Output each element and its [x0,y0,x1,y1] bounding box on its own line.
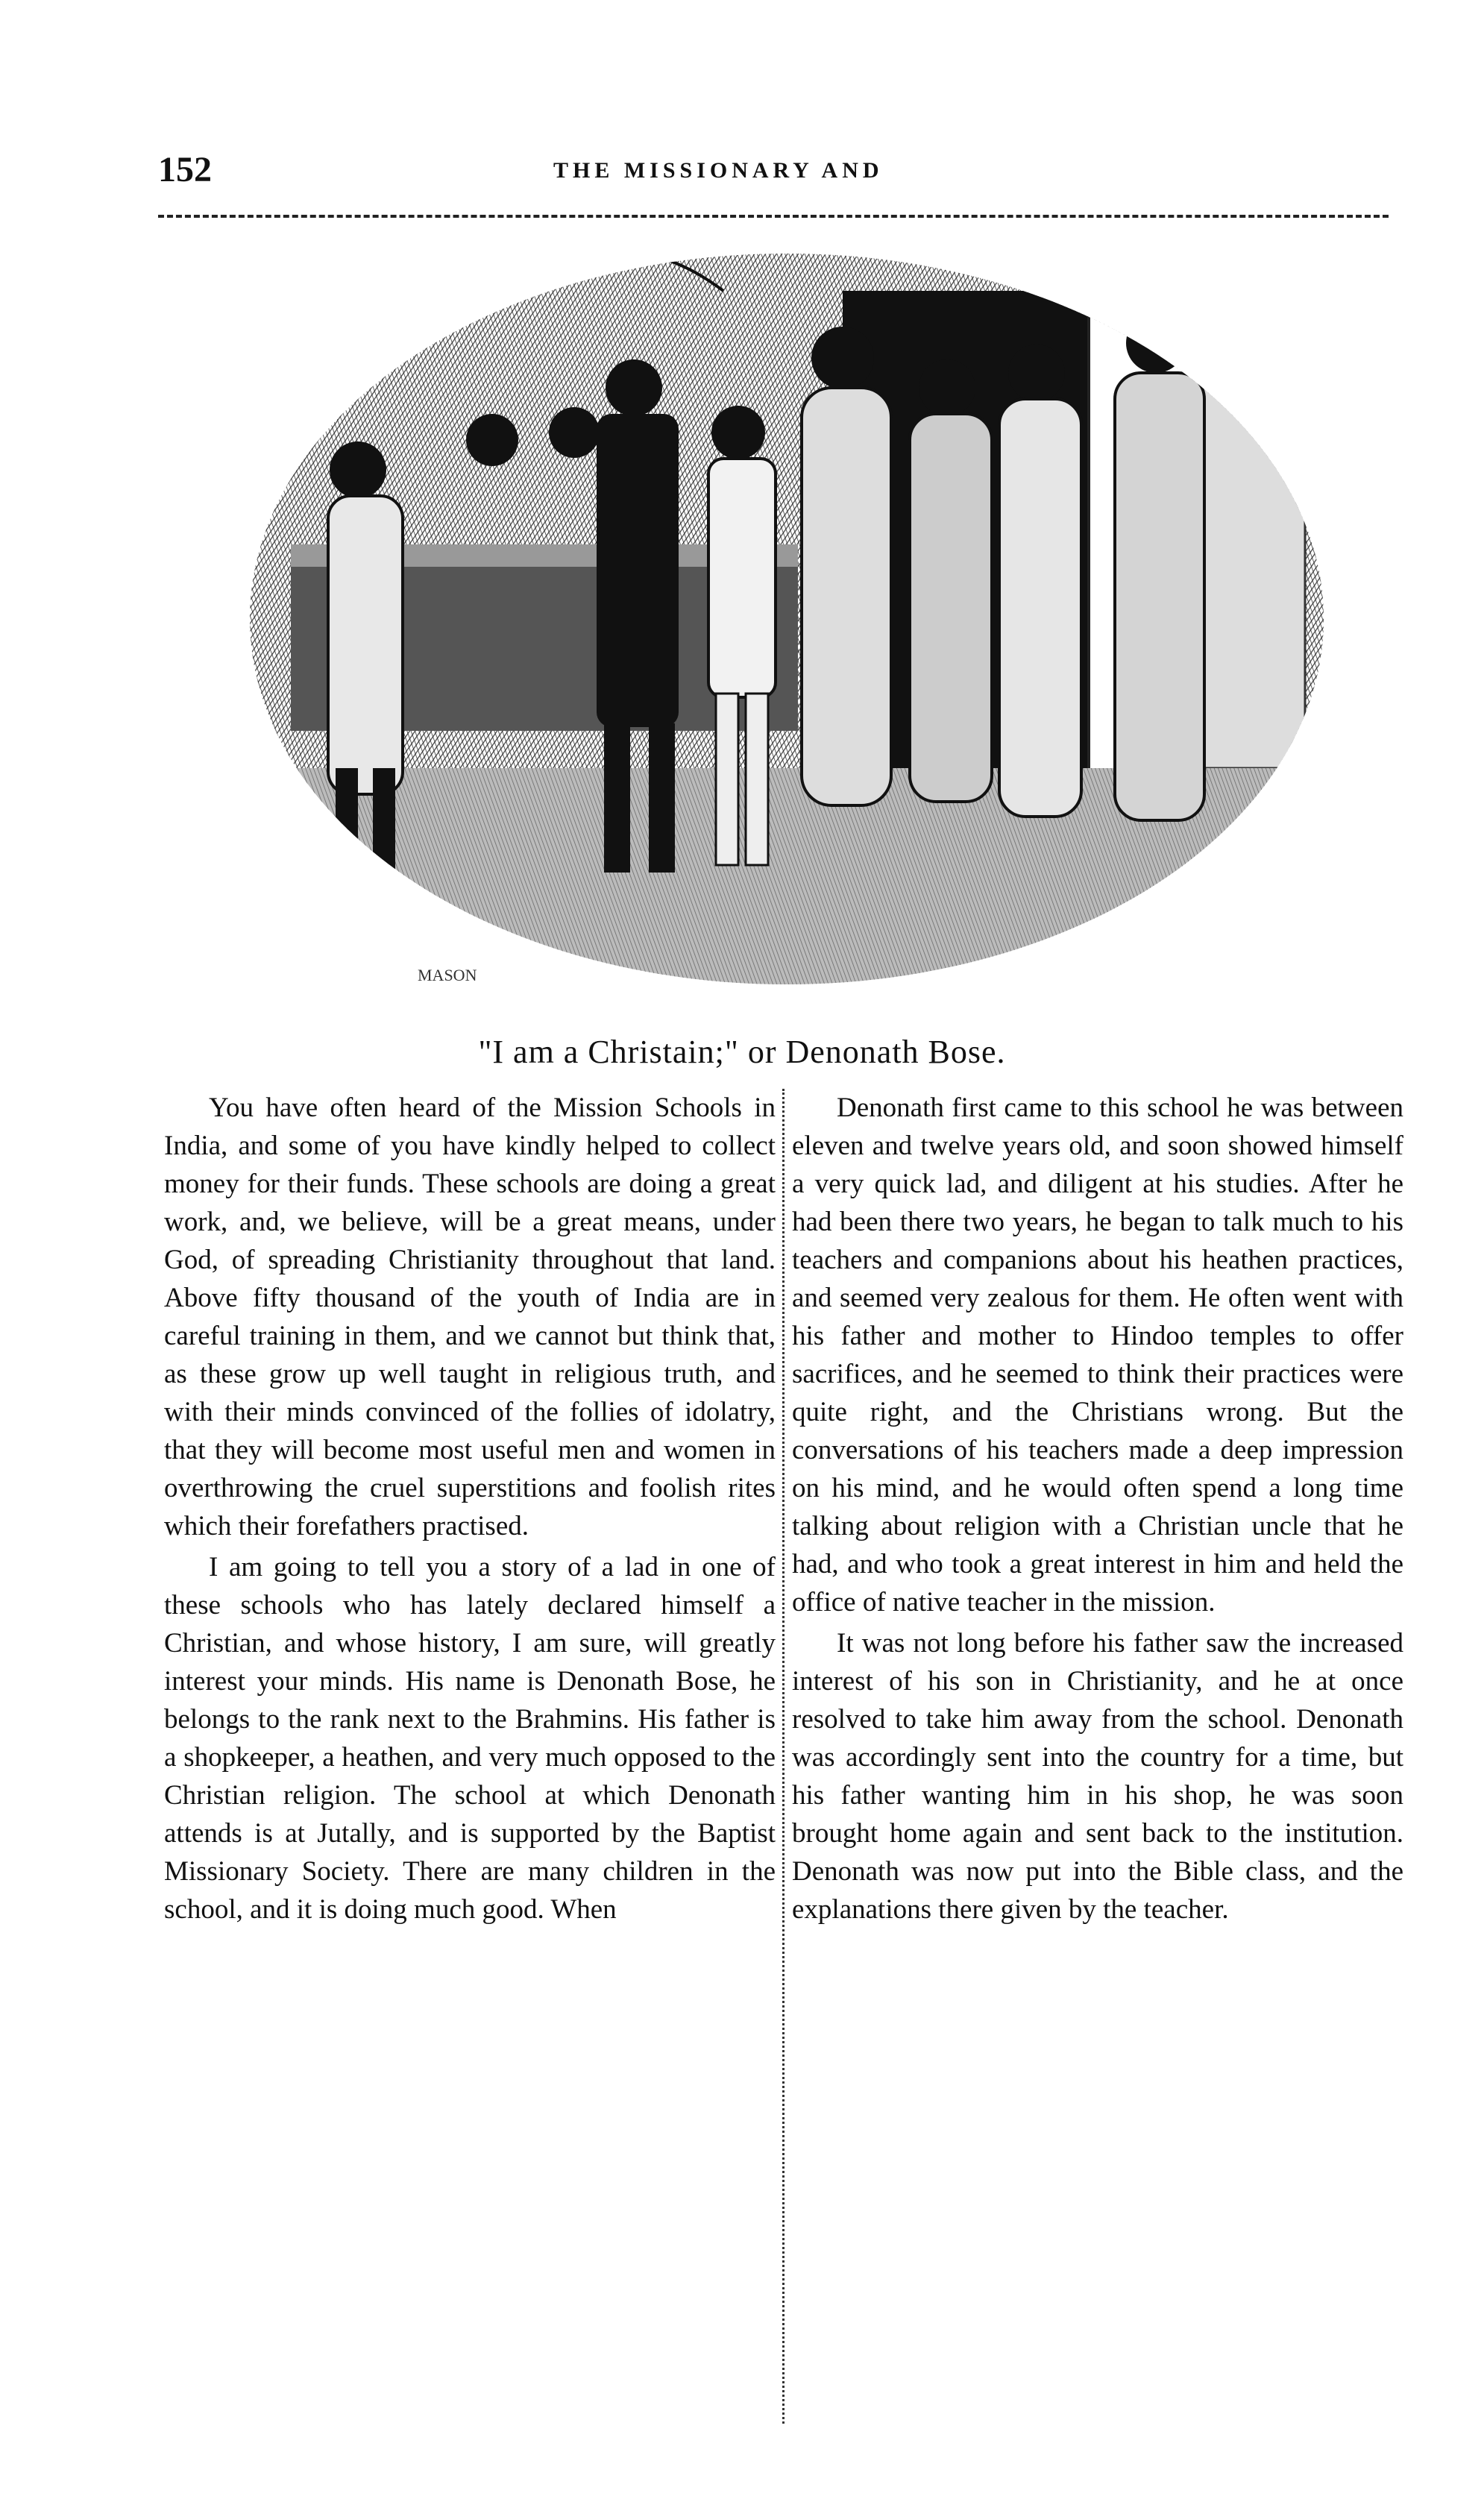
column-divider [782,1089,785,2424]
engraver-signature: MASON [418,966,477,984]
text-column-right [792,1089,1403,2424]
engraving-illustration [246,246,1327,992]
page-header [158,149,1389,194]
header-rule [158,215,1389,218]
paragraph: I am going to tell you a story of a lad in one of these schools who has lately declared himself a Christian, and whose history, I am sure, will greatly interest your minds. His name is Denonath Bose, he belongs to the rank next to the Brahmins. His father is a shopkeeper, a heathen, and very much opposed to the Christian religion. The school at which Denonath attends is at Jutally, and is supported by the Baptist Missionary Society. There are many children in the school, and it is doing much good. When [164,1552,776,1925]
paragraph: It was not long before his father saw the increased interest of his son in Christianity, and he at once resolved to take him away from the school. Denonath was accordingly sent into the country for a time, but his father wanting him in his shop, he was soon brought home again and sent back to the institution. Denonath was now put into the Bible class, and the explanations there given by the teacher. [792,1628,1403,1925]
page-number: 152 [158,150,212,189]
text-column-left [164,1089,776,2424]
paragraph: Denonath first came to this school he was between eleven and twelve years old, and soon showed himself a very quick lad, and diligent at his studies. After he had been there two years, he began to talk much to his teachers and companions about his heathen practices, and seemed very zealous for them. He often went with his father and mother to Hindoo temples to offer sacrifices, and he seemed to think their practices were quite right, and the Christians wrong. But the conversations of his teachers made a deep impression on his mind, and he would often spend a long time talking about religion with a Christian uncle that he had, and who took a great interest in him and held the office of native teacher in the mission. [792,1093,1403,1618]
paragraph: You have often heard of the Mission Schools in India, and some of you have kindly helped to collect money for their funds. These schools are doing a great work, and, we believe, will be a great means, under God, of spreading Christianity throughout that land. Above fifty thousand of the youth of India are in careful training in them, and we cannot but think that, as these grow up well taught in religious truth, and with their minds convinced of the follies of idolatry, that they will become most useful men and women in overthrowing the cruel superstitions and foolish rites which their forefathers practised. [164,1093,776,1541]
running-title: THE MISSIONARY AND [553,158,884,183]
illustration-caption: "I am a Christain;" or Denonath Bose. [478,1034,1006,1070]
engraving-icon [246,246,1327,992]
